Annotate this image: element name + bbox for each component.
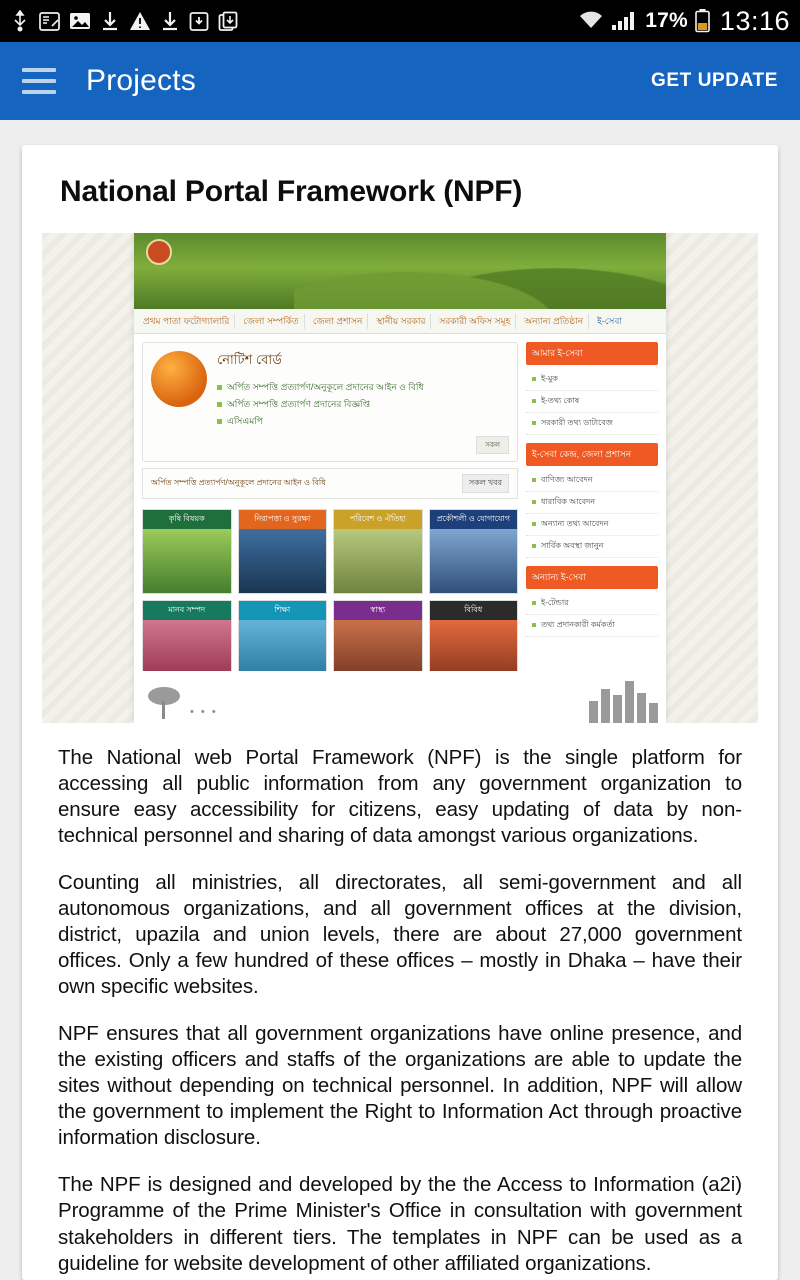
usb-icon (10, 10, 30, 32)
screenshot-background-right (666, 233, 758, 723)
app-bar (0, 42, 800, 120)
paragraph: NPF ensures that all government organizations have online presence, and the existing officers and staffs of the organizations are able to update the sites without depending on technical personnel. In addition, NPF will allow the government to implement the Right to Information Act through proactive information disclosure. (58, 1022, 742, 1150)
portal-sidebar-item: সার্বিক অবস্থা জানুন (526, 536, 658, 558)
paragraph: The NPF is designed and developed by the the Access to Information (a2i) Programme of the Prime Minister's Office in consultation with government stakeholders in different tiers. The templates in NPF can be used as a guideline for website development of other affiliated organizations. (58, 1173, 742, 1275)
paragraph: The National web Portal Framework (NPF) is the single platform for accessing all public information from any government organization to ensure easy accessibility for citizens, easy updating of data by non-technical personnel and sharing of data amongst various organizations. (58, 746, 742, 848)
portal-nav-item: প্রথম পাতা ফটোগ্যালারি (138, 314, 235, 329)
paragraph: Counting all ministries, all directorates, all semi-government and all autonomous organizations, and all government offices at the division, district, upazila and union levels, there are about 27,000 government offices. Only a few hundred of these offices – mostly in Dhaka – have their own specific websites. (58, 871, 742, 999)
project-screenshot-image (42, 233, 758, 723)
portal-nav-item: জেলা প্রশাসন (308, 314, 369, 329)
notice-list-item: অর্পিত সম্পত্তি প্রত্যার্পণ প্রদানের বিজ্ঞপ্তি (217, 396, 509, 413)
notice-list (217, 379, 509, 430)
warning-icon (129, 11, 151, 31)
download-icon-2 (160, 10, 180, 32)
image-icon (69, 11, 91, 31)
portal-tile: শিক্ষা (238, 600, 328, 685)
portal-tile: বিবিধ (429, 600, 519, 685)
portal-banner (134, 233, 666, 309)
page-title: Projects (86, 64, 196, 97)
portal-tile: কৃষি বিষয়ক (142, 509, 232, 594)
portal-sidebar-item: ই-মুক (526, 369, 658, 391)
status-bar-notification-icons (10, 10, 578, 32)
portal-nav-item: জেলা সম্পর্কিত (238, 314, 305, 329)
signal-icon (611, 10, 638, 32)
portal-nav-item: ই-সেবা (597, 315, 622, 326)
portal-sidebar-item: ই-টেন্ডার (526, 593, 658, 615)
news-row-tag: সকল খবর (462, 474, 509, 493)
portal-sidebar-item: ই-তথ্য কোষ (526, 391, 658, 413)
portal-sidebar-item: তথ্য প্রদানকারী কর্মকর্তা (526, 615, 658, 637)
content-scroll-area[interactable] (0, 120, 800, 1280)
portal-banner-subtitle (134, 294, 666, 305)
portal-sidebar-item: ধারাবিক আবেদন (526, 492, 658, 514)
portal-tile: স্বাস্থ্য (333, 600, 423, 685)
portal-sidebar (526, 334, 666, 723)
portal-tile-grid (142, 509, 518, 685)
status-bar-system-icons (578, 6, 790, 37)
screenshot-background-left (42, 233, 134, 723)
battery-icon (695, 9, 710, 33)
project-title: National Portal Framework (NPF) (60, 175, 523, 208)
portal-tile: নিরাপত্তা ও সুরক্ষা (238, 509, 328, 594)
portal-sidebar-heading: আমার ই-সেবা (526, 342, 658, 365)
notice-all-button: সকল (476, 436, 509, 454)
portal-main-column (134, 334, 526, 723)
save-icon (189, 11, 209, 32)
project-card (22, 145, 778, 1280)
screenshot-icon (39, 11, 60, 32)
portal-nav (134, 309, 666, 334)
portal-tile: পরিবেশ ও ঐতিহ্য (333, 509, 423, 594)
portal-nav-item: স্থানীয় সরকার (371, 314, 431, 329)
screenshot-footer-graphic (134, 671, 666, 723)
portal-body (134, 334, 666, 723)
govt-crest-icon (146, 239, 172, 265)
portal-notice-board (142, 342, 518, 462)
portal-news-row (142, 468, 518, 499)
portal-website-preview (134, 233, 666, 723)
portal-nav-item: সরকারী অফিস সমূহ (434, 314, 516, 329)
status-bar (0, 0, 800, 42)
portal-sidebar-item: অন্যান্য তথ্য আবেদন (526, 514, 658, 536)
portal-tile: প্রকৌশলী ও যোগাযোগ (429, 509, 519, 594)
portal-nav-item: অন্যান্য প্রতিষ্ঠান (519, 314, 589, 329)
portal-sidebar-heading: অন্যান্য ই-সেবা (526, 566, 658, 589)
hamburger-menu-icon[interactable] (22, 68, 56, 94)
clock-label: 13:16 (719, 5, 790, 36)
get-update-button[interactable]: GET UPDATE (650, 70, 778, 91)
notice-list-item: অর্পিত সম্পত্তি প্রত্যার্পণ/অনুকূলে প্রদানের আইন ও বিধি (217, 379, 509, 396)
portal-banner-title (180, 240, 184, 255)
skyline-graphic (589, 681, 658, 723)
news-row-text: অর্পিত সম্পত্তি প্রত্যার্পণ/অনুকূলে প্রদানের আইন ও বিধি (151, 478, 326, 487)
globe-icon (151, 351, 207, 407)
copy-icon (218, 11, 238, 32)
portal-sidebar-heading: ই-সেবা কেন্দ্র, জেলা প্রশাসন (526, 443, 658, 466)
notice-board-title: নোটিশ বোর্ড (217, 352, 282, 367)
project-description (42, 723, 758, 1277)
battery-percent-label: 17% (645, 9, 688, 32)
wifi-icon (578, 10, 604, 32)
footer-dots: • • • (190, 706, 218, 718)
notice-list-item: এসিএমপি (217, 413, 509, 430)
download-icon (100, 10, 120, 32)
portal-sidebar-item: বাণিজ্য আবেদন (526, 470, 658, 492)
portal-sidebar-item: সরকারী তথ্য ডাটাবেজ (526, 413, 658, 435)
tree-icon (144, 685, 184, 719)
portal-tile: মানব সম্পদ (142, 600, 232, 685)
